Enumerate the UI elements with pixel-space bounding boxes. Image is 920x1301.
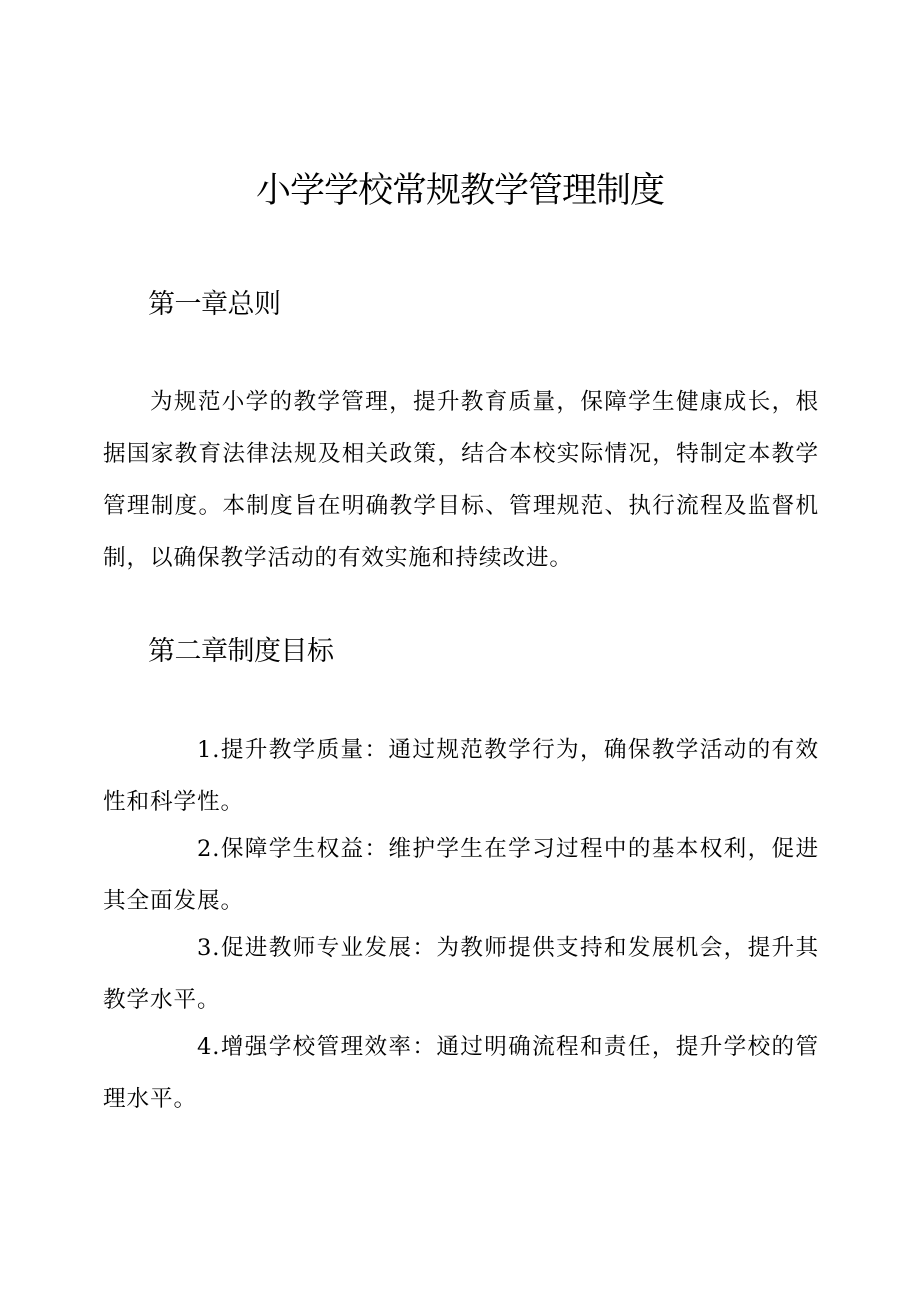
goal-text: .促进教师专业发展：为教师提供支持和发展机会，提升其教学水平。 <box>103 935 819 1013</box>
goal-item-3 <box>103 922 819 1026</box>
chapter-1-paragraph: 为规范小学的教学管理，提升教育质量，保障学生健康成长，根据国家教育法律法规及相关政策，结合本校实际情况，特制定本教学管理制度。本制度旨在明确教学目标、管理规范、执行流程及监督机制，以确保教学活动的有效实施和持续改进。 <box>103 389 819 571</box>
chapter-2-heading: 第二章制度目标 <box>148 636 334 667</box>
goal-item-2 <box>103 823 819 927</box>
goal-item-1 <box>103 724 819 828</box>
goal-number: 4 <box>197 1034 213 1060</box>
document-title: 小学学校常规教学管理制度 <box>255 171 664 211</box>
chapter-1-heading: 第一章总则 <box>148 289 281 320</box>
goal-item-4 <box>103 1021 819 1125</box>
goal-text: .增强学校管理效率：通过明确流程和责任，提升学校的管理水平。 <box>103 1034 819 1112</box>
goal-text: .提升教学质量：通过规范教学行为，确保教学活动的有效性和科学性。 <box>103 737 819 815</box>
goal-number: 3 <box>197 935 213 961</box>
goal-number: 1 <box>197 737 213 763</box>
goal-number: 2 <box>197 836 213 862</box>
goal-text: .保障学生权益：维护学生在学习过程中的基本权利，促进其全面发展。 <box>103 836 819 914</box>
